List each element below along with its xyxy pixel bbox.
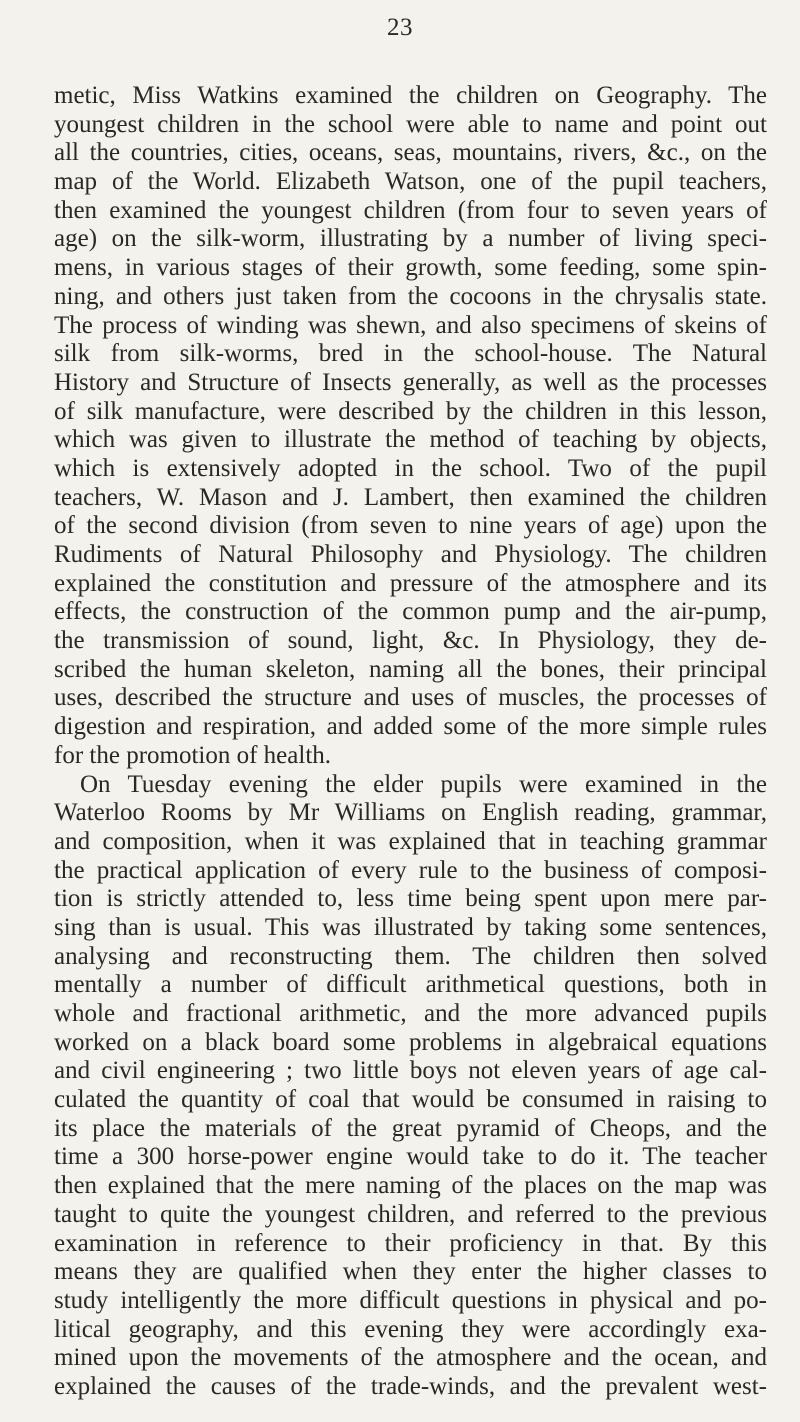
text-line: study intelligently the more difficult questions in physical and po-	[54, 1286, 767, 1314]
text-line: whole and fractional arithmetic, and the more advanced pupils	[54, 1000, 767, 1027]
text-line: tion is strictly attended to, less time being spent upon mere par-	[54, 885, 767, 913]
text-line: which is extensively adopted in the school. Two of the pupil	[54, 454, 767, 482]
text-line: youngest children in the school were able to name and point out	[54, 110, 767, 138]
text-line: and civil engineering ; two little boys not eleven years of age cal-	[54, 1057, 767, 1085]
text-line: the practical application of every rule to the business of composi-	[54, 856, 767, 884]
text-line: of silk manufacture, were described by the children in this lesson,	[54, 397, 767, 425]
text-line: age) on the silk-worm, illustrating by a number of living speci-	[54, 225, 767, 253]
text-line: and composition, when it was explained that in teaching grammar	[54, 827, 767, 855]
text-line: mentally a number of difficult arithmetical questions, both in	[54, 971, 767, 999]
text-line: ning, and others just taken from the cocoons in the chrysalis state.	[54, 282, 767, 310]
body-text	[54, 82, 767, 1402]
text-line: of the second division (from seven to nine years of age) upon the	[54, 512, 767, 540]
text-line: means they are qualified when they enter the higher classes to	[54, 1258, 767, 1286]
text-line: effects, the construction of the common pump and the air-pump,	[54, 598, 767, 626]
text-line: analysing and reconstructing them. The children then solved	[54, 942, 767, 970]
text-line: map of the World. Elizabeth Watson, one of the pupil teachers,	[54, 168, 767, 196]
text-line: then explained that the mere naming of the places on the map was	[54, 1172, 767, 1200]
text-line: worked on a black board some problems in algebraical equations	[54, 1028, 767, 1056]
text-line: mined upon the movements of the atmosphere and the ocean, and	[54, 1344, 767, 1372]
text-line: time a 300 horse-power engine would take to do it. The teacher	[54, 1143, 767, 1171]
text-line: metic, Miss Watkins examined the children on Geography. The	[54, 82, 767, 109]
text-line: its place the materials of the great pyramid of Cheops, and the	[54, 1114, 767, 1142]
text-line: explained the causes of the trade-winds, and the prevalent west-	[54, 1372, 767, 1400]
page-number: 23	[387, 14, 413, 41]
text-line: explained the constitution and pressure of the atmosphere and its	[54, 569, 767, 597]
text-line: sing than is usual. This was illustrated by taking some sentences,	[54, 913, 767, 941]
text-line: culated the quantity of coal that would be consumed in raising to	[54, 1086, 767, 1114]
text-line: Waterloo Rooms by Mr Williams on English reading, grammar,	[54, 799, 767, 827]
text-line: mens, in various stages of their growth, some feeding, some spin-	[54, 254, 767, 282]
text-line: uses, described the structure and uses of muscles, the processes of	[54, 684, 767, 712]
text-line: all the countries, cities, oceans, seas, mountains, rivers, &c., on the	[54, 139, 767, 167]
text-line: then examined the youngest children (from four to seven years of	[54, 196, 767, 224]
text-line: teachers, W. Mason and J. Lambert, then examined the children	[54, 483, 767, 511]
text-line: taught to quite the youngest children, and referred to the previous	[54, 1200, 767, 1228]
text-line: On Tuesday evening the elder pupils were examined in the	[80, 770, 767, 798]
text-line: Rudiments of Natural Philosophy and Physiology. The children	[54, 541, 767, 568]
text-line: the transmission of sound, light, &c. In Physiology, they de-	[54, 627, 767, 655]
text-line: digestion and respiration, and added some of the more simple rules	[54, 713, 767, 741]
text-line: litical geography, and this evening they were accordingly exa-	[54, 1315, 767, 1343]
text-line: for the promotion of health.	[54, 741, 332, 769]
text-line: which was given to illustrate the method of teaching by objects,	[54, 426, 767, 454]
text-line: scribed the human skeleton, naming all the bones, their principal	[54, 655, 767, 683]
text-line: History and Structure of Insects generally, as well as the processes	[54, 368, 767, 396]
text-line: examination in reference to their proficiency in that. By this	[54, 1229, 767, 1257]
text-line: The process of winding was shewn, and also specimens of skeins of	[54, 311, 767, 339]
text-line: silk from silk-worms, bred in the school-house. The Natural	[54, 340, 767, 368]
